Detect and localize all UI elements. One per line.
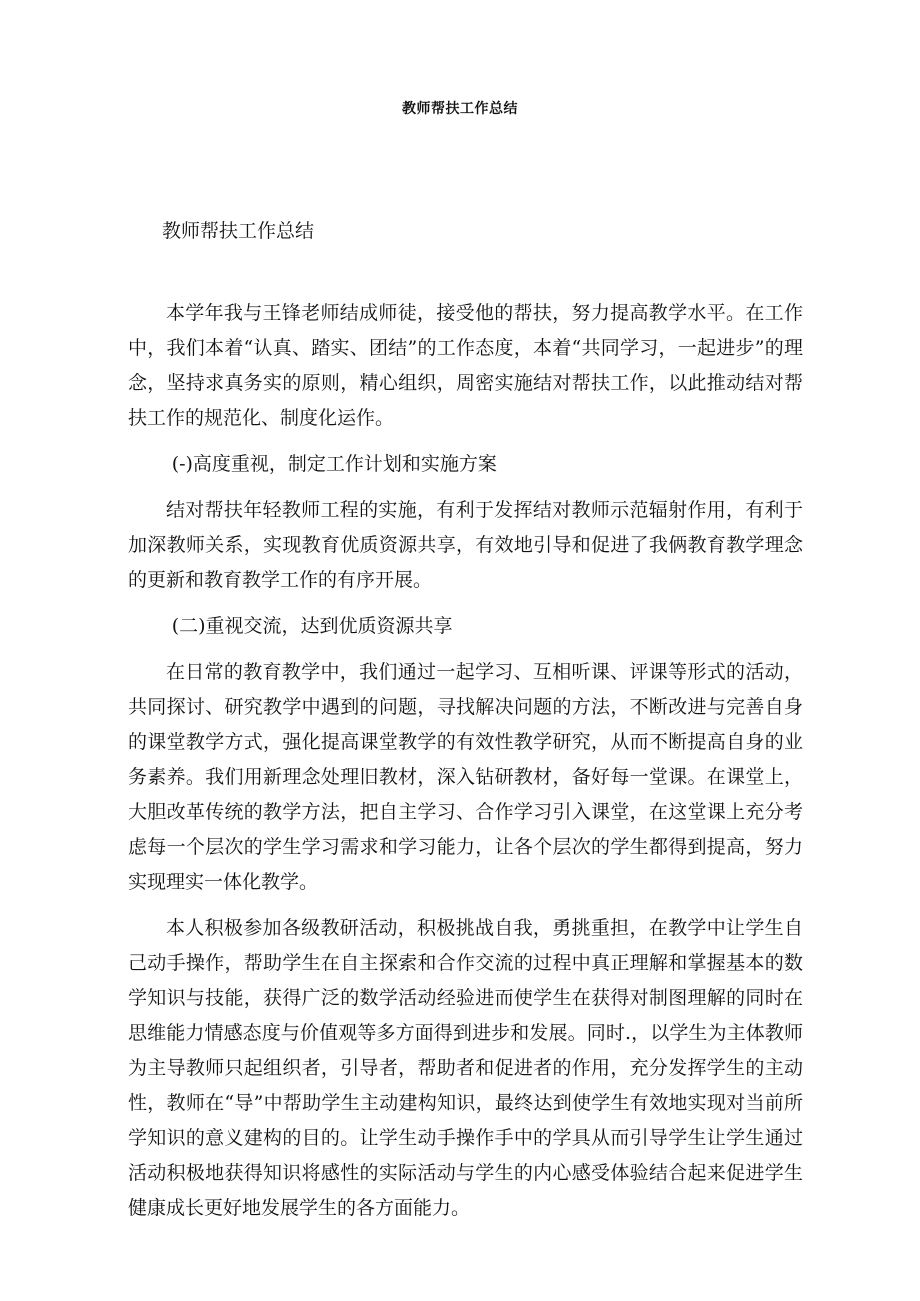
running-header: 教师帮扶工作总结 [402,101,518,117]
document-title: 教师帮扶工作总结 [162,220,315,242]
paragraph-personal-practice: 本人积极参加各级教研活动，积极挑战自我，勇挑重担，在教学中让学生自己动手操作，帮助学生在自主探索和合作交流的过程中真正理解和掌握基本的数学知识与技能，获得广泛的数学活动经验进而使学生在获得对制图理解的同时在思维能力情感态度与价值观等多方面得到进步和发展。同时.，以学生为主体教师为主导教师只起组织者，引导者，帮助者和促进者的作用，充分发挥学生的主动性，教师在“导”中帮助学生主动建构知识，最终达到使学生有效地实现对当前所学知识的意义建构的目的。让学生动手操作手中的学具从而引导学生让学生通过活动积极地获得知识将感性的实际活动与学生的内心感受体验结合起来促进学生健康成长更好地发展学生的各方面能力。 [128,917,803,1219]
paragraph-section-2: 在日常的教育教学中，我们通过一起学习、互相听课、评课等形式的活动，共同探讨、研究教学中遇到的问题，寻找解决问题的方法，不断改进与完善自身的课堂教学方式，强化提高课堂教学的有效性教学研究，从而不断提高自身的业务素养。我们用新理念处理旧教材，深入钻研教材，备好每一堂课。在课堂上，大胆改革传统的教学方法，把自主学习、合作学习引入课堂，在这堂课上充分考虑每一个层次的学生学习需求和学习能力，让各个层次的学生都得到提高，努力实现理实一体化教学。 [128,661,803,893]
document-body [128,296,803,1226]
section-heading-1: (-)高度重视，制定工作计划和实施方案 [171,453,497,475]
paragraph-section-1: 结对帮扶年轻教师工程的实施，有利于发挥结对教师示范辐射作用，有利于加深教师关系，实现教育优质资源共享，有效地引导和促进了我俩教育教学理念的更新和教育教学工作的有序开展。 [128,499,803,591]
paragraph-intro: 本学年我与王锋老师结成师徒，接受他的帮扶，努力提高教学水平。在工作中，我们本着“认真、踏实、团结”的工作态度，本着“共同学习，一起进步”的理念，坚持求真务实的原则，精心组织，周密实施结对帮扶工作，以此推动结对帮扶工作的规范化、制度化运作。 [128,302,803,429]
section-heading-2: (二)重视交流，达到优质资源共享 [171,615,453,637]
